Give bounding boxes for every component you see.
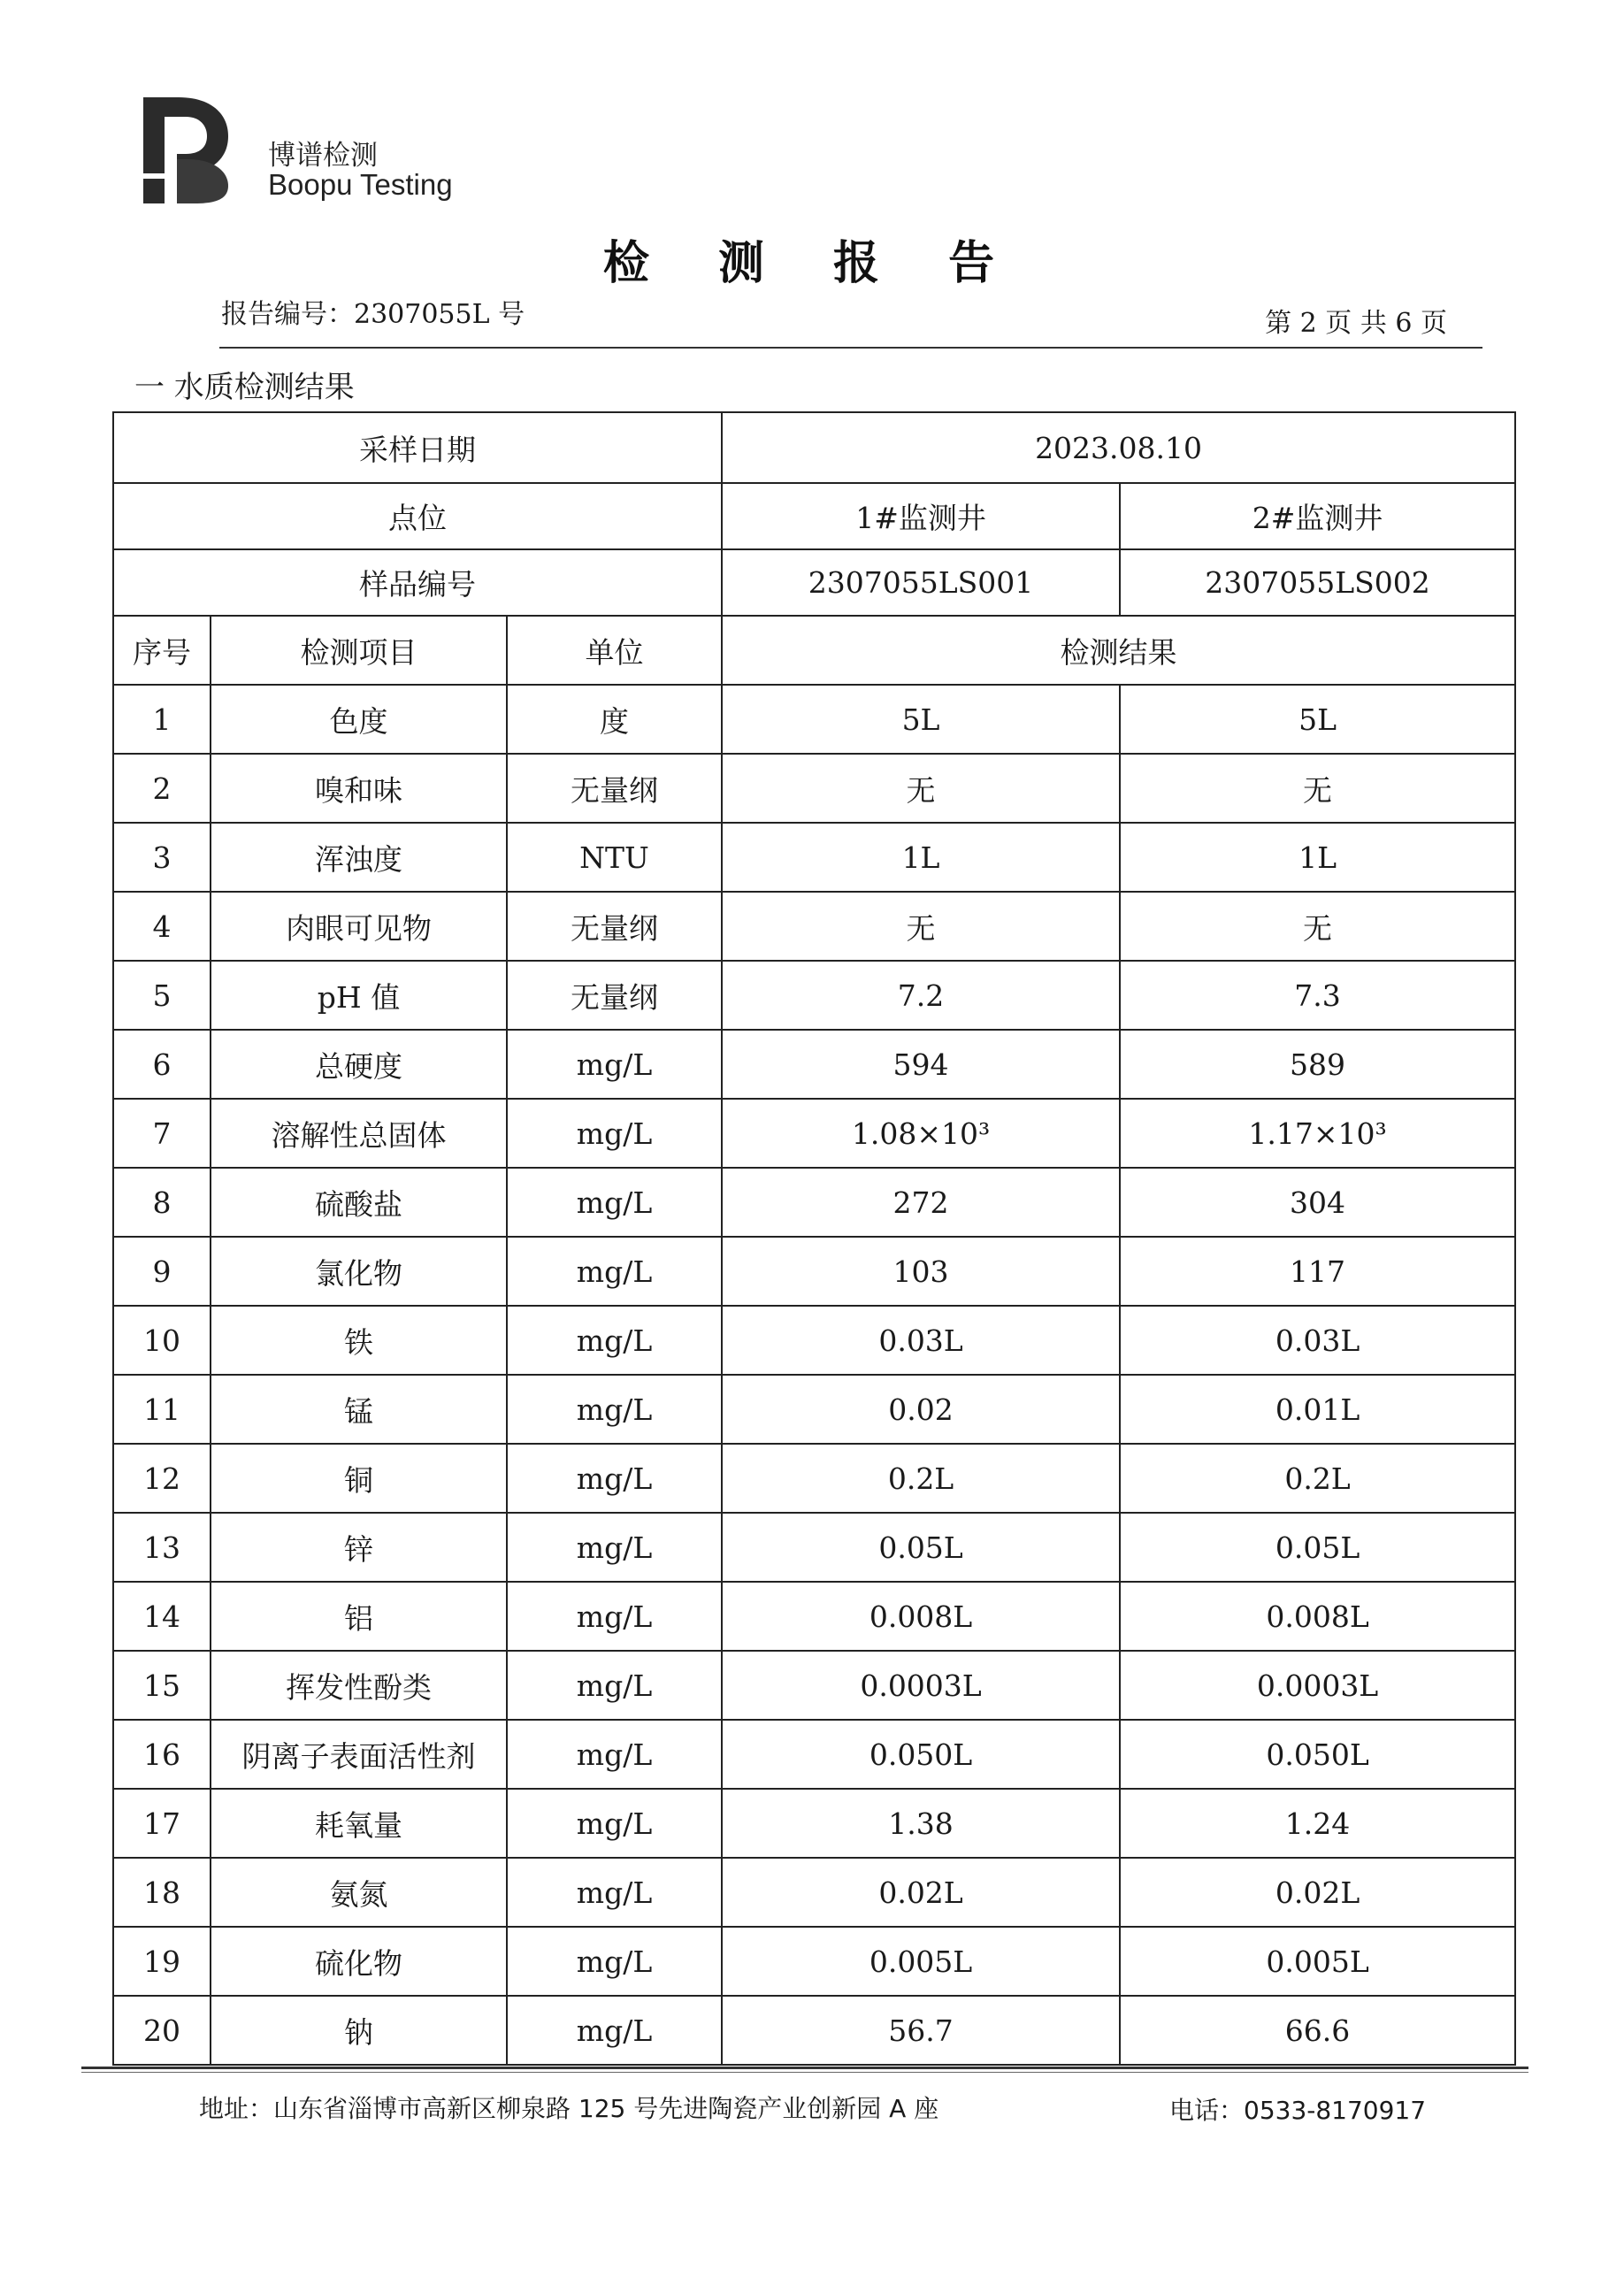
table-row: [113, 892, 1515, 961]
row-result-2: 0.02L: [1120, 1858, 1515, 1927]
table-row: [113, 1789, 1515, 1858]
row-unit: mg/L: [507, 1375, 722, 1444]
row-item: 硫酸盐: [211, 1168, 507, 1237]
row-item: 锰: [211, 1375, 507, 1444]
table-row: [113, 1030, 1515, 1099]
row-item: 铝: [211, 1582, 507, 1651]
row-result-1: 0.02L: [722, 1858, 1120, 1927]
header-unit: 单位: [507, 616, 722, 685]
row-unit: mg/L: [507, 1099, 722, 1168]
row-result-2: 0.2L: [1120, 1444, 1515, 1513]
table-row: [113, 1858, 1515, 1927]
row-seq: 12: [113, 1444, 211, 1513]
table-row: [113, 685, 1515, 754]
row-seq: 9: [113, 1237, 211, 1306]
row-item: 肉眼可见物: [211, 892, 507, 961]
row-unit: mg/L: [507, 1927, 722, 1996]
row-seq: 19: [113, 1927, 211, 1996]
footer-divider-thin: [81, 2072, 1528, 2073]
row-seq: 1: [113, 685, 211, 754]
table-row: [113, 1444, 1515, 1513]
row-result-2: 1.24: [1120, 1789, 1515, 1858]
row-result-1: 0.03L: [722, 1306, 1120, 1375]
table-row: [113, 1237, 1515, 1306]
row-unit: mg/L: [507, 1720, 722, 1789]
row-result-1: 1L: [722, 823, 1120, 892]
row-result-2: 589: [1120, 1030, 1515, 1099]
footer-address: 地址：山东省淄博市高新区柳泉路 125 号先进陶瓷产业创新园 A 座: [199, 2094, 939, 2123]
row-seq: 15: [113, 1651, 211, 1720]
row-item: 耗氧量: [211, 1789, 507, 1858]
header-seq: 序号: [113, 616, 211, 685]
row-result-1: 7.2: [722, 961, 1120, 1030]
row-result-2: 0.008L: [1120, 1582, 1515, 1651]
row-seq: 6: [113, 1030, 211, 1099]
row-result-1: 无: [722, 892, 1120, 961]
row-item: 氨氮: [211, 1858, 507, 1927]
row-unit: mg/L: [507, 1651, 722, 1720]
row-result-2: 304: [1120, 1168, 1515, 1237]
site-label: 点位: [113, 483, 722, 549]
row-result-1: 594: [722, 1030, 1120, 1099]
table-row: [113, 754, 1515, 823]
row-result-1: 0.0003L: [722, 1651, 1120, 1720]
row-seq: 17: [113, 1789, 211, 1858]
row-result-1: 0.008L: [722, 1582, 1120, 1651]
table-row: [113, 1720, 1515, 1789]
row-unit: mg/L: [507, 1444, 722, 1513]
page-indicator: 第 2 页 共 6 页: [1265, 308, 1447, 339]
row-result-1: 无: [722, 754, 1120, 823]
row-item: 铁: [211, 1306, 507, 1375]
table-row: [113, 1927, 1515, 1996]
row-result-1: 0.02: [722, 1375, 1120, 1444]
row-result-2: 66.6: [1120, 1996, 1515, 2065]
site-2: 2#监测井: [1120, 483, 1515, 549]
table-row: [113, 1168, 1515, 1237]
sample-number-2: 2307055LS002: [1120, 549, 1515, 616]
row-unit: mg/L: [507, 1306, 722, 1375]
row-result-2: 无: [1120, 754, 1515, 823]
report-number: 报告编号：2307055L 号: [221, 299, 525, 330]
row-seq: 7: [113, 1099, 211, 1168]
footer-phone: 电话：0533-8170917: [1169, 2096, 1427, 2125]
row-item: 溶解性总固体: [211, 1099, 507, 1168]
row-unit: 无量纲: [507, 892, 722, 961]
row-seq: 5: [113, 961, 211, 1030]
header-result: 检测结果: [722, 616, 1515, 685]
row-unit: mg/L: [507, 1237, 722, 1306]
header-item: 检测项目: [211, 616, 507, 685]
sampling-date-row: [113, 412, 1515, 483]
sample-number-row: [113, 549, 1515, 616]
row-seq: 3: [113, 823, 211, 892]
row-result-2: 1L: [1120, 823, 1515, 892]
row-result-1: 0.005L: [722, 1927, 1120, 1996]
row-unit: NTU: [507, 823, 722, 892]
row-item: 色度: [211, 685, 507, 754]
row-unit: mg/L: [507, 1030, 722, 1099]
table-row: [113, 1582, 1515, 1651]
brand-name-en: Boopu Testing: [268, 168, 453, 201]
row-item: 阴离子表面活性剂: [211, 1720, 507, 1789]
row-item: 锌: [211, 1513, 507, 1582]
row-item: 嗅和味: [211, 754, 507, 823]
table-row: [113, 1651, 1515, 1720]
row-item: 总硬度: [211, 1030, 507, 1099]
site-row: [113, 483, 1515, 549]
row-result-1: 0.050L: [722, 1720, 1120, 1789]
row-unit: mg/L: [507, 1168, 722, 1237]
row-result-2: 0.01L: [1120, 1375, 1515, 1444]
row-result-1: 1.38: [722, 1789, 1120, 1858]
row-seq: 16: [113, 1720, 211, 1789]
row-unit: mg/L: [507, 1858, 722, 1927]
row-result-1: 1.08×10³: [722, 1099, 1120, 1168]
sample-number-1: 2307055LS001: [722, 549, 1120, 616]
row-result-1: 272: [722, 1168, 1120, 1237]
row-seq: 4: [113, 892, 211, 961]
row-result-2: 7.3: [1120, 961, 1515, 1030]
row-seq: 10: [113, 1306, 211, 1375]
row-item: 浑浊度: [211, 823, 507, 892]
row-unit: 度: [507, 685, 722, 754]
column-header-row: [113, 616, 1515, 685]
row-unit: mg/L: [507, 1996, 722, 2065]
row-item: 氯化物: [211, 1237, 507, 1306]
row-unit: 无量纲: [507, 961, 722, 1030]
table-row: [113, 1306, 1515, 1375]
table-row: [113, 1996, 1515, 2065]
row-seq: 14: [113, 1582, 211, 1651]
row-result-2: 1.17×10³: [1120, 1099, 1515, 1168]
row-result-2: 0.050L: [1120, 1720, 1515, 1789]
row-item: pH 值: [211, 961, 507, 1030]
table-row: [113, 1375, 1515, 1444]
results-table: [112, 411, 1516, 2066]
brand-name-cn: 博谱检测: [268, 140, 378, 172]
row-result-2: 0.005L: [1120, 1927, 1515, 1996]
row-item: 挥发性酚类: [211, 1651, 507, 1720]
row-result-2: 0.03L: [1120, 1306, 1515, 1375]
row-unit: mg/L: [507, 1789, 722, 1858]
table-row: [113, 1513, 1515, 1582]
row-unit: 无量纲: [507, 754, 722, 823]
site-1: 1#监测井: [722, 483, 1120, 549]
row-item: 铜: [211, 1444, 507, 1513]
row-seq: 13: [113, 1513, 211, 1582]
sampling-date-label: 采样日期: [113, 412, 722, 483]
sample-number-label: 样品编号: [113, 549, 722, 616]
row-result-1: 56.7: [722, 1996, 1120, 2065]
row-result-2: 5L: [1120, 685, 1515, 754]
table-row: [113, 961, 1515, 1030]
row-result-2: 无: [1120, 892, 1515, 961]
row-result-1: 5L: [722, 685, 1120, 754]
sampling-date-value: 2023.08.10: [722, 412, 1515, 483]
table-row: [113, 1099, 1515, 1168]
row-unit: mg/L: [507, 1582, 722, 1651]
report-title: 检 测 报 告: [602, 237, 1022, 290]
row-result-1: 0.2L: [722, 1444, 1120, 1513]
row-unit: mg/L: [507, 1513, 722, 1582]
row-seq: 20: [113, 1996, 211, 2065]
row-seq: 11: [113, 1375, 211, 1444]
row-result-1: 103: [722, 1237, 1120, 1306]
section-title: 一 水质检测结果: [134, 370, 355, 405]
table-row: [113, 823, 1515, 892]
boopu-logo-icon: [142, 97, 230, 203]
row-item: 钠: [211, 1996, 507, 2065]
row-result-2: 0.0003L: [1120, 1651, 1515, 1720]
row-result-1: 0.05L: [722, 1513, 1120, 1582]
footer-divider: [81, 2067, 1528, 2069]
row-result-2: 117: [1120, 1237, 1515, 1306]
row-seq: 8: [113, 1168, 211, 1237]
row-seq: 18: [113, 1858, 211, 1927]
row-item: 硫化物: [211, 1927, 507, 1996]
row-seq: 2: [113, 754, 211, 823]
row-result-2: 0.05L: [1120, 1513, 1515, 1582]
header-divider: [219, 347, 1482, 349]
